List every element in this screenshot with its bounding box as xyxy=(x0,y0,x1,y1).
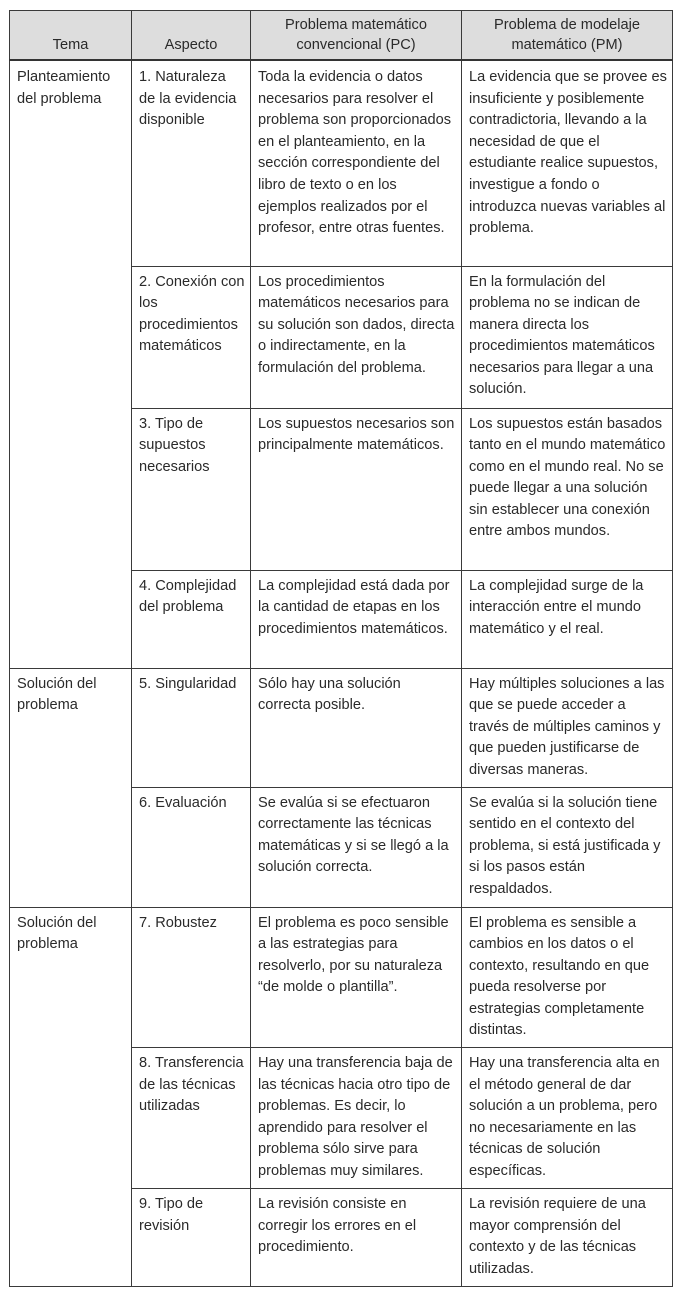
pc-cell: La complejidad está dada por la cantidad de etapas en los procedimientos matemáticos. xyxy=(251,570,462,668)
pc-cell: El problema es poco sensible a las estrategias para resolverlo, por su naturaleza “de molde o plantilla”. xyxy=(251,907,462,1048)
pm-cell: La evidencia que se provee es insuficiente y posiblemente contradictoria, llevando a la necesidad de que el estudiante realice supuestos, investigue a fondo o introduzca nuevas variables al problema. xyxy=(462,60,673,266)
table-row xyxy=(10,570,673,668)
tema-cell: Solución del problema xyxy=(10,907,132,1048)
pm-cell: La complejidad surge de la interacción entre el mundo matemático y el real. xyxy=(462,570,673,668)
aspecto-cell: 9. Tipo de revisión xyxy=(132,1189,251,1287)
header-pm: Problema de modelaje matemático (PM) xyxy=(462,11,673,61)
pm-cell: El problema es sensible a cambios en los datos o el contexto, resultando en que pueda resolverse por estrategias completamente distintas. xyxy=(462,907,673,1048)
aspecto-cell: 2. Conexión con los procedimientos matemáticos xyxy=(132,266,251,408)
pc-cell: Los procedimientos matemáticos necesarios para su solución son dados, directa o indirectamente, en la formulación del problema. xyxy=(251,266,462,408)
pc-cell: La revisión consiste en corregir los errores en el procedimiento. xyxy=(251,1189,462,1287)
header-tema: Tema xyxy=(10,11,132,61)
table-row xyxy=(10,668,673,787)
tema-cell xyxy=(10,1048,132,1189)
header-aspecto: Aspecto xyxy=(132,11,251,61)
aspecto-cell: 3. Tipo de supuestos necesarios xyxy=(132,408,251,570)
tema-cell xyxy=(10,1189,132,1287)
aspecto-cell: 7. Robustez xyxy=(132,907,251,1048)
table-row xyxy=(10,787,673,907)
comparison-table xyxy=(9,10,673,1287)
table-row xyxy=(10,408,673,570)
tema-cell xyxy=(10,570,132,668)
pm-cell: En la formulación del problema no se indican de manera directa los procedimientos matemáticos necesarios para llegar a una solución. xyxy=(462,266,673,408)
table-row xyxy=(10,266,673,408)
aspecto-cell: 4. Complejidad del problema xyxy=(132,570,251,668)
tema-cell xyxy=(10,408,132,570)
table-row xyxy=(10,1048,673,1189)
pc-cell: Se evalúa si se efectuaron correctamente las técnicas matemáticas y si se llegó a la solución correcta. xyxy=(251,787,462,907)
pm-cell: Hay múltiples soluciones a las que se puede acceder a través de múltiples caminos y que pueden justificarse de diversas maneras. xyxy=(462,668,673,787)
aspecto-cell: 8. Transferencia de las técnicas utilizadas xyxy=(132,1048,251,1189)
tema-cell xyxy=(10,266,132,408)
tema-cell: Planteamiento del problema xyxy=(10,60,132,266)
pm-cell: Los supuestos están basados tanto en el mundo matemático como en el mundo real. No se puede llegar a una solución sin establecer una conexión entre ambos mundos. xyxy=(462,408,673,570)
tema-cell: Solución del problema xyxy=(10,668,132,787)
tema-cell xyxy=(10,787,132,907)
header-pc: Problema matemático convencional (PC) xyxy=(251,11,462,61)
aspecto-cell: 5. Singularidad xyxy=(132,668,251,787)
pc-cell: Toda la evidencia o datos necesarios para resolver el problema son proporcionados en el planteamiento, en la sección correspondiente del libro de texto o en los ejemplos realizados por el profesor, entre otras fuentes. xyxy=(251,60,462,266)
pc-cell: Sólo hay una solución correcta posible. xyxy=(251,668,462,787)
aspecto-cell: 6. Evaluación xyxy=(132,787,251,907)
pm-cell: Se evalúa si la solución tiene sentido en el contexto del problema, si está justificada y si los pasos están respaldados. xyxy=(462,787,673,907)
pm-cell: La revisión requiere de una mayor comprensión del contexto y de las técnicas utilizadas. xyxy=(462,1189,673,1287)
pc-cell: Hay una transferencia baja de las técnicas hacia otro tipo de problemas. Es decir, lo aprendido para resolver el problema sólo sirve para problemas muy similares. xyxy=(251,1048,462,1189)
pc-cell: Los supuestos necesarios son principalmente matemáticos. xyxy=(251,408,462,570)
aspecto-cell: 1. Naturaleza de la evidencia disponible xyxy=(132,60,251,266)
pm-cell: Hay una transferencia alta en el método general de dar solución a un problema, pero no necesariamente en las técnicas de solución específicas. xyxy=(462,1048,673,1189)
table-row xyxy=(10,1189,673,1287)
header-row xyxy=(10,11,673,61)
table-row xyxy=(10,907,673,1048)
table-row xyxy=(10,60,673,266)
